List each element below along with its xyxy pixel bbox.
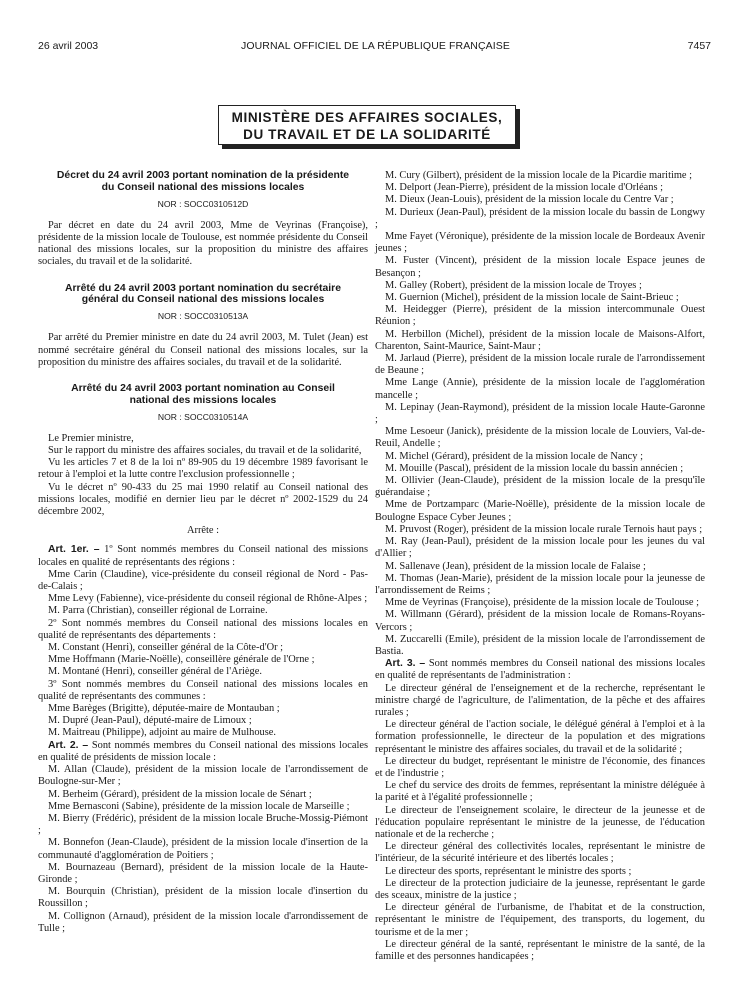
body-paragraph: M. Pruvost (Roger), président de la mission locale rurale Ternois haut pays ;: [385, 523, 703, 535]
body-paragraph: M. Montané (Henri), conseiller général de l'Ariège.: [48, 666, 262, 678]
body-paragraph: Vu les articles 7 et 8 de la loi nº 89-905 du 19 décembre 1989 favorisant le retour à l'emploi et la lutte contre l'exclusion professionnelle ;: [38, 457, 368, 481]
article-text: Sont nommés membres du Conseil national des missions locales en qualité de présidents de mission locale :: [38, 739, 368, 763]
nor-reference: NOR : SOCC0310514A: [157, 411, 249, 422]
body-paragraph: Mme Barèges (Brigitte), députée-maire de Montauban ;: [48, 703, 280, 715]
body-paragraph: M. Bourquin (Christian), président de la mission locale d'insertion du Roussillon ;: [38, 886, 368, 910]
body-paragraph: Mme Carin (Claudine), vice-présidente du conseil régional de Nord - Pas-de-Calais ;: [38, 568, 368, 593]
body-paragraph: M. Galley (Robert), président de la mission locale de Troyes ;: [385, 279, 642, 291]
article-label: Art. 1er. –: [48, 544, 100, 556]
body-paragraph: Le directeur des sports, représentant le ministre des sports ;: [385, 865, 632, 877]
body-paragraph: M. Durieux (Jean-Paul), président de la mission locale du bassin de Longwy ;: [375, 206, 705, 230]
arrete-heading: Arrête :: [186, 525, 220, 537]
journal-title: JOURNAL OFFICIEL DE LA RÉPUBLIQUE FRANÇAISE: [241, 40, 510, 52]
body-paragraph: M. Thomas (Jean-Marie), président de la mission locale pour la jeunesse de l'arrondissement de Reims ;: [375, 572, 705, 596]
spacer: [38, 269, 368, 283]
body-paragraph: Le directeur général des collectivités locales, représentant le ministre de l'intérieur, de la sécurité intérieure et des libertés locales ;: [375, 841, 705, 865]
body-paragraph: Mme de Veyrinas (Françoise), présidente de la mission locale de Toulouse ;: [385, 597, 699, 609]
article-paragraph: [38, 740, 368, 764]
body-paragraph: Mme Lange (Annie), présidente de la mission locale de l'agglomération mancelle ;: [375, 377, 705, 401]
body-paragraph: Le Premier ministre,: [48, 432, 134, 444]
body-paragraph: Le chef du service des droits de femmes, représentant la ministre déléguée à la parité et à l'égalité professionnelle ;: [375, 780, 705, 804]
page-number: 7457: [687, 40, 711, 52]
body-paragraph: M. Constant (Henri), conseiller général de la Côte-d'Or ;: [48, 642, 284, 654]
body-paragraph: M. Bournazeau (Bernard), président de la mission locale de la Haute-Gironde ;: [38, 861, 368, 885]
spacer: [38, 369, 368, 383]
body-paragraph: Mme Fayet (Véronique), présidente de la mission locale de Bordeaux Avenir jeunes ;: [375, 231, 705, 255]
body-paragraph: M. Herbillon (Michel), président de la mission locale de Maisons-Alfort, Charenton, Saint-Maurice, Saint-Maur ;: [375, 328, 705, 352]
body-paragraph: M. Maitreau (Philippe), adjoint au maire de Mulhouse.: [48, 727, 276, 739]
spacer: [38, 537, 368, 544]
article-text: 1º Sont nommés membres du Conseil national des missions locales en qualité de représentants des régions :: [38, 544, 368, 568]
body-paragraph: Mme Lesoeur (Janick), présidente de la mission locale de Louviers, Val-de-Reuil, Andelle ;: [375, 426, 705, 450]
article-label: Art. 2. –: [48, 739, 89, 751]
body-paragraph: M. Ray (Jean-Paul), président de la mission locale pour les jeunes du val d'Allier ;: [375, 536, 705, 560]
ministry-heading-line-1: MINISTÈRE DES AFFAIRES SOCIALES,: [231, 110, 503, 125]
body-paragraph: M. Collignon (Arnaud), président de la mission locale d'arrondissement de Tulle ;: [38, 910, 368, 934]
body-paragraph: Le directeur de la protection judiciaire de la jeunesse, représentant le garde des sceaux, ministre de la justice ;: [375, 877, 705, 901]
body-paragraph: M. Allan (Claude), président de la mission locale de l'arrondissement de Boulogne-sur-Mer ;: [38, 764, 368, 788]
nor-reference: NOR : SOCC0310512D: [157, 198, 249, 209]
body-paragraph: M. Jarlaud (Pierre), président de la mission locale rurale de l'arrondissement de Beaune ;: [375, 353, 705, 377]
body-paragraph: Mme Levy (Fabienne), vice-présidente du conseil régional de Rhône-Alpes ;: [48, 593, 368, 605]
body-paragraph: Mme Hoffmann (Marie-Noëlle), conseillère générale de l'Orne ;: [48, 654, 315, 666]
body-paragraph: Vu le décret nº 90-433 du 25 mai 1990 relatif au Conseil national des missions locales, modifié en dernier lieu par le décret nº 2002-1529 du 24 décembre 2002,: [38, 481, 368, 518]
body-paragraph: Le directeur général de l'action sociale, le délégué général à l'emploi et à la formation professionnelle, le directeur de la population et des migrations représentant le ministre des affaires sociales, du travail et de la solidarité ;: [375, 719, 705, 755]
body-paragraph: M. Zuccarelli (Emile), président de la mission locale de l'arrondissement de Bastia.: [375, 633, 705, 657]
body-paragraph: M. Sallenave (Jean), président de la mission locale de Falaise ;: [385, 560, 646, 572]
body-paragraph: Sur le rapport du ministre des affaires sociales, du travail et de la solidarité,: [48, 445, 362, 457]
body-paragraph: M. Cury (Gilbert), président de la mission locale de la Picardie maritime ;: [385, 170, 693, 181]
body-paragraph: Le directeur de l'enseignement scolaire, le directeur de la jeunesse et de l'éducation populaire représentant le ministre de la jeunesse, de l'éducation nationale et de la recherche ;: [375, 804, 705, 840]
body-paragraph: Par décret en date du 24 avril 2003, Mme de Veyrinas (Françoise), présidente de la mission locale de Toulouse, est nommée présidente du Conseil national des missions locales, sur la proposition du ministre des affaires sociales, du travail et de la solidarité.: [38, 219, 368, 268]
body-paragraph: M. Willmann (Gérard), président de la mission locale de Romans-Royans-Vercors ;: [375, 609, 705, 633]
body-paragraph: 3º Sont nommés membres du Conseil national des missions locales en qualité de représentants des communes :: [38, 678, 368, 702]
body-paragraph: Le directeur général de l'urbanisme, de l'habitat et de la construction, représentant le ministre de l'équipement, des transports, du logement, du tourisme et de la mer ;: [375, 902, 705, 938]
decree-title: Arrêté du 24 avril 2003 portant nomination au Conseil national des missions locales: [71, 383, 335, 406]
ministry-heading-line-2: DU TRAVAIL ET DE LA SOLIDARITÉ: [243, 127, 491, 142]
body-paragraph: M. Bierry (Frédéric), président de la mission locale Bruche-Mossig-Piémont ;: [38, 812, 368, 837]
body-paragraph: Par arrêté du Premier ministre en date du 24 avril 2003, M. Tulet (Jean) est nommé secrétaire général du Conseil national des missions locales, sur la proposition du ministre des affaires sociales, du travail et de la solidarité.: [38, 332, 368, 368]
body-paragraph: M. Parra (Christian), conseiller régional de Lorraine.: [48, 605, 268, 617]
body-paragraph: M. Michel (Gérard), président de la mission locale de Nancy ;: [385, 450, 643, 462]
body-paragraph: M. Ollivier (Jean-Claude), président de la mission locale de la presqu'île guérandaise ;: [375, 475, 705, 499]
spacer: [38, 518, 368, 525]
body-paragraph: Le directeur du budget, représentant le ministre de l'économie, des finances et de l'industrie ;: [375, 755, 705, 779]
body-paragraph: M. Fuster (Vincent), président de la mission locale Espace jeunes de Besançon ;: [375, 255, 705, 279]
body-paragraph: M. Berheim (Gérard), président de la mission locale de Sénart ;: [48, 788, 312, 800]
article-paragraph: [38, 544, 368, 568]
body-paragraph: M. Lepinay (Jean-Raymond), président de la mission locale Haute-Garonne ;: [375, 401, 705, 426]
article-paragraph: [375, 658, 705, 682]
article-label: Art. 3. –: [385, 658, 426, 670]
body-paragraph: M. Guernion (Michel), président de la mission locale de Saint-Brieuc ;: [385, 292, 679, 304]
article-text: Sont nommés membres du Conseil national des missions locales en qualité de représentants de l'administration :: [375, 658, 705, 682]
body-paragraph: Mme de Portzamparc (Marie-Noëlle), présidente de la mission locale de Boulogne Espace Cyber Jeunes ;: [375, 499, 705, 523]
body-paragraph: M. Delport (Jean-Pierre), président de la mission locale d'Orléans ;: [385, 182, 664, 194]
body-paragraph: Le directeur général de l'enseignement et de la recherche, représentant le ministre chargé de l'agriculture, de l'alimentation, de la pêche et des affaires rurales ;: [375, 682, 705, 718]
left-column: [38, 170, 368, 935]
body-paragraph: Mme Bernasconi (Sabine), présidente de la mission locale de Marseille ;: [48, 800, 350, 812]
nor-reference: NOR : SOCC0310513A: [157, 311, 249, 322]
body-paragraph: 2º Sont nommés membres du Conseil national des missions locales en qualité de représentants des départements :: [38, 617, 368, 641]
decree-title: Arrêté du 24 avril 2003 portant nomination du secrétaire général du Conseil national des missions locales: [64, 282, 342, 306]
issue-date: 26 avril 2003: [38, 40, 99, 52]
page-header: [0, 40, 751, 56]
decree-title: Décret du 24 avril 2003 portant nomination de la présidente du Conseil national des missions locales: [56, 170, 350, 193]
right-column: [375, 170, 705, 963]
body-paragraph: M. Heidegger (Pierre), président de la mission intercommunale Ouest Réunion ;: [375, 304, 705, 328]
ministry-heading-box: [218, 105, 516, 145]
body-paragraph: M. Mouille (Pascal), président de la mission locale du bassin annécien ;: [385, 462, 684, 474]
body-paragraph: Le directeur général de la santé, représentant le ministre de la santé, de la famille et des personnes handicapées ;: [375, 938, 705, 962]
body-paragraph: M. Dupré (Jean-Paul), député-maire de Limoux ;: [48, 715, 252, 727]
body-paragraph: M. Bonnefon (Jean-Claude), président de la mission locale d'insertion de la communauté d'agglomération de Poitiers ;: [38, 837, 368, 861]
body-paragraph: M. Dieux (Jean-Louis), président de la mission locale du Centre Var ;: [385, 194, 674, 206]
